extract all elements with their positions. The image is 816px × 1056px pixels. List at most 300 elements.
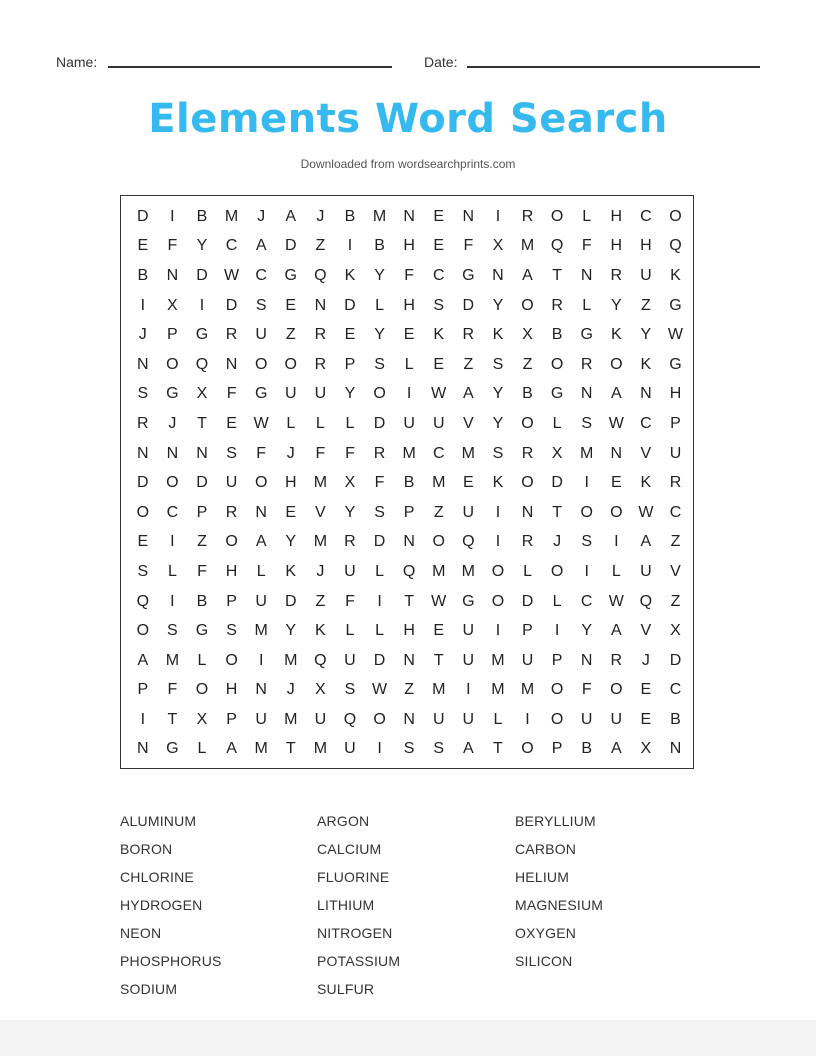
grid-letter: Z (670, 533, 681, 551)
grid-letter: R (521, 444, 534, 462)
grid-letter: W (638, 503, 654, 521)
grid-letter: T (285, 740, 296, 758)
word-list-item: MAGNESIUM (515, 897, 604, 913)
grid-letter: X (551, 444, 563, 462)
grid-letter: E (226, 414, 237, 432)
grid-letter: P (226, 710, 237, 728)
grid-letter: M (461, 562, 475, 580)
grid-letter: R (580, 355, 593, 373)
grid-letter: A (462, 385, 474, 403)
date-line (467, 66, 760, 68)
grid-letter: I (170, 207, 175, 225)
grid-letter: W (253, 414, 269, 432)
grid-letter: Z (641, 296, 651, 314)
grid-letter: G (550, 385, 564, 403)
grid-letter: T (493, 740, 503, 758)
grid-letter: M (520, 237, 535, 255)
grid-letter: K (492, 474, 504, 492)
grid-letter: U (344, 651, 356, 669)
grid-letter: O (254, 474, 268, 492)
grid-letter: L (315, 414, 325, 432)
grid-letter: Y (581, 622, 593, 640)
grid-letter: Y (492, 414, 504, 432)
grid-letter: O (610, 681, 623, 699)
grid-letter: I (525, 710, 530, 728)
grid-letter: I (406, 385, 412, 403)
grid-letter: B (670, 710, 681, 728)
grid-letter: O (491, 592, 505, 610)
grid-letter: P (551, 740, 563, 758)
grid-letter: Z (433, 503, 444, 521)
grid-letter: X (167, 296, 178, 314)
grid-letter: U (669, 444, 682, 462)
grid-letter: C (432, 444, 445, 462)
grid-letter: N (137, 740, 149, 758)
grid-letter: Y (492, 296, 504, 314)
grid-letter: U (284, 385, 297, 403)
grid-letter: N (403, 533, 415, 551)
grid-letter: U (344, 740, 356, 758)
grid-letter: L (582, 296, 592, 314)
grid-letter: S (344, 681, 356, 699)
grid-letter: P (403, 503, 415, 521)
grid-letter: H (640, 237, 652, 255)
grid-letter: H (669, 385, 682, 403)
grid-letter: O (225, 533, 238, 551)
grid-letter: G (166, 740, 179, 758)
grid-letter: E (137, 533, 149, 551)
grid-letter: E (433, 622, 445, 640)
grid-letter: P (344, 355, 356, 373)
grid-letter: U (610, 710, 623, 728)
grid-letter: D (225, 296, 238, 314)
grid-letter: X (640, 740, 652, 758)
grid-letter: O (580, 503, 593, 521)
grid-letter: J (641, 651, 650, 669)
grid-letter: J (168, 414, 177, 432)
grid-letter: I (554, 622, 560, 640)
grid-letter: P (551, 651, 563, 669)
grid-letter: S (374, 355, 385, 373)
grid-letter: D (373, 651, 386, 669)
grid-letter: N (492, 266, 504, 284)
grid-letter: G (195, 622, 209, 640)
grid-letter: Y (374, 326, 385, 344)
grid-letter: A (610, 385, 622, 403)
grid-letter: C (669, 503, 682, 521)
grid-letter: G (284, 266, 297, 284)
grid-letter: U (344, 562, 356, 580)
grid-letter: O (373, 710, 386, 728)
grid-letter: S (137, 562, 149, 580)
grid-letter: U (432, 710, 445, 728)
grid-letter: R (373, 444, 386, 462)
grid-letter: E (344, 326, 356, 344)
grid-letter: S (374, 503, 385, 521)
grid-letter: D (196, 474, 208, 492)
word-list-item: CHLORINE (120, 869, 194, 885)
grid-letter: O (136, 503, 150, 521)
grid-letter: Z (315, 237, 326, 255)
grid-letter: A (137, 651, 149, 669)
grid-letter: N (314, 296, 327, 314)
grid-letter: M (372, 207, 387, 225)
grid-letter: S (433, 296, 445, 314)
grid-letter: A (285, 207, 297, 225)
grid-letter: L (256, 562, 266, 580)
grid-letter: E (640, 710, 652, 728)
grid-letter: Y (285, 622, 297, 640)
grid-letter: O (550, 681, 564, 699)
grid-letter: F (256, 444, 267, 462)
grid-letter: P (226, 592, 237, 610)
grid-letter: O (491, 562, 505, 580)
grid-letter: Q (343, 710, 357, 728)
grid-letter: M (491, 651, 505, 669)
grid-letter: L (552, 414, 562, 432)
grid-letter: N (255, 681, 267, 699)
grid-letter: E (462, 474, 474, 492)
grid-letter: L (404, 355, 414, 373)
grid-letter: P (196, 503, 208, 521)
grid-letter: B (374, 237, 385, 255)
grid-letter: R (225, 326, 238, 344)
source-credit: Downloaded from wordsearchprints.com (300, 157, 516, 171)
grid-letter: D (669, 651, 682, 669)
grid-letter: U (314, 385, 327, 403)
grid-letter: I (377, 740, 382, 758)
word-list-item: CARBON (515, 841, 577, 857)
grid-letter: K (640, 355, 652, 373)
grid-letter: K (433, 326, 445, 344)
grid-letter: G (580, 326, 593, 344)
grid-letter: Y (610, 296, 622, 314)
grid-letter: Q (402, 562, 416, 580)
grid-letter: A (226, 740, 237, 758)
grid-letter: Q (136, 592, 150, 610)
grid-letter: S (137, 385, 149, 403)
grid-letter: R (314, 326, 327, 344)
grid-letter: P (522, 622, 533, 640)
grid-letter: Q (462, 533, 475, 551)
grid-letter: M (432, 562, 446, 580)
word-list-item: NITROGEN (317, 925, 393, 941)
grid-letter: N (669, 740, 682, 758)
grid-letter: D (137, 207, 149, 225)
grid-letter: O (610, 503, 623, 521)
grid-letter: H (225, 681, 238, 699)
grid-letter: I (170, 533, 175, 551)
grid-letter: Y (374, 266, 385, 284)
grid-letter: H (403, 237, 415, 255)
grid-letter: D (137, 474, 149, 492)
grid-letter: T (167, 710, 178, 728)
grid-letter: O (550, 710, 564, 728)
grid-letter: K (610, 326, 622, 344)
word-list-item: PHOSPHORUS (120, 953, 222, 969)
grid-letter: K (344, 266, 356, 284)
grid-letter: R (551, 296, 563, 314)
grid-letter: Q (314, 651, 327, 669)
grid-letter: A (610, 622, 622, 640)
grid-letter: L (523, 562, 532, 580)
grid-letter: U (462, 622, 475, 640)
grid-letter: U (640, 562, 652, 580)
grid-letter: H (403, 296, 415, 314)
word-list-item: OXYGEN (515, 925, 577, 941)
grid-letter: O (225, 651, 238, 669)
grid-letter: O (550, 355, 564, 373)
grid-letter: B (551, 326, 563, 344)
grid-letter: F (345, 592, 355, 610)
grid-letter: M (402, 444, 416, 462)
grid-letter: I (495, 622, 501, 640)
grid-letter: R (344, 533, 356, 551)
grid-letter: Y (344, 503, 356, 521)
grid-letter: M (165, 651, 180, 669)
grid-letter: V (670, 562, 681, 580)
grid-letter: F (167, 237, 178, 255)
grid-letter: V (315, 503, 326, 521)
word-list-item: FLUORINE (317, 869, 390, 885)
grid-letter: J (138, 326, 147, 344)
grid-letter: Z (404, 681, 415, 699)
grid-letter: L (375, 622, 384, 640)
grid-letter: I (170, 592, 175, 610)
grid-letter: F (197, 562, 207, 580)
grid-letter: I (347, 237, 353, 255)
grid-letter: S (255, 296, 267, 314)
grid-letter: X (196, 385, 208, 403)
grid-letter: C (640, 207, 652, 225)
grid-letter: X (196, 710, 208, 728)
grid-letter: A (610, 740, 622, 758)
grid-letter: Y (492, 385, 504, 403)
grid-letter: A (462, 740, 474, 758)
grid-letter: B (196, 207, 208, 225)
grid-letter: B (403, 474, 415, 492)
grid-letter: B (137, 266, 149, 284)
grid-letter: L (345, 414, 355, 432)
grid-letter: O (550, 562, 564, 580)
grid-letter: G (254, 385, 268, 403)
grid-letter: Q (550, 237, 564, 255)
grid-letter: G (669, 355, 682, 373)
grid-letter: X (492, 237, 504, 255)
grid-letter: L (197, 651, 207, 669)
grid-letter: D (284, 592, 297, 610)
grid-letter: A (522, 266, 533, 284)
grid-letter: O (550, 207, 564, 225)
grid-letter: N (403, 207, 415, 225)
grid-letter: S (167, 622, 178, 640)
grid-letter: D (373, 533, 386, 551)
grid-letter: N (255, 503, 267, 521)
grid-letter: A (255, 237, 267, 255)
grid-letter: I (495, 207, 501, 225)
grid-letter: J (257, 207, 266, 225)
grid-letter: N (137, 355, 149, 373)
grid-letter: H (610, 207, 623, 225)
grid-letter: Z (315, 592, 326, 610)
grid-letter: M (284, 651, 298, 669)
grid-letter: W (608, 592, 624, 610)
grid-letter: I (614, 533, 619, 551)
grid-letter: O (521, 740, 534, 758)
grid-letter: N (403, 651, 415, 669)
grid-letter: I (140, 710, 146, 728)
grid-letter: E (137, 237, 149, 255)
grid-letter: O (521, 414, 534, 432)
grid-letter: C (255, 266, 267, 284)
date-label: Date: (424, 54, 458, 70)
grid-letter: I (495, 533, 501, 551)
grid-letter: D (551, 474, 563, 492)
grid-letter: T (404, 592, 415, 610)
grid-letter: E (285, 296, 297, 314)
grid-letter: B (522, 385, 533, 403)
word-list-item: SULFUR (317, 981, 375, 997)
grid-letter: F (167, 681, 178, 699)
grid-letter: X (344, 474, 356, 492)
grid-letter: X (670, 622, 681, 640)
grid-letter: Y (640, 326, 652, 344)
grid-letter: D (196, 266, 208, 284)
grid-letter: C (580, 592, 593, 610)
grid-letter: Y (196, 237, 208, 255)
grid-letter: E (433, 237, 445, 255)
grid-letter: J (286, 444, 295, 462)
grid-letter: M (313, 474, 328, 492)
grid-letter: G (166, 385, 179, 403)
grid-letter: F (374, 474, 385, 492)
grid-letter: F (226, 385, 237, 403)
grid-letter: F (581, 237, 592, 255)
grid-letter: M (580, 444, 594, 462)
grid-letter: Y (285, 533, 297, 551)
grid-letter: S (226, 622, 237, 640)
grid-letter: O (521, 296, 534, 314)
grid-letter: U (462, 651, 475, 669)
grid-letter: O (136, 622, 150, 640)
grid-letter: M (313, 533, 328, 551)
grid-letter: O (166, 474, 179, 492)
page-footer-band (0, 1020, 816, 1056)
grid-letter: N (166, 266, 179, 284)
word-list-item: SODIUM (120, 981, 178, 997)
grid-letter: K (640, 474, 652, 492)
grid-letter: N (403, 710, 415, 728)
grid-letter: L (167, 562, 177, 580)
grid-letter: G (462, 266, 475, 284)
grid-letter: G (195, 326, 209, 344)
grid-letter: O (610, 355, 623, 373)
grid-letter: N (580, 651, 593, 669)
grid-letter: O (284, 355, 297, 373)
grid-letter: X (522, 326, 533, 344)
grid-letter: R (610, 651, 623, 669)
word-list-item: BERYLLIUM (515, 813, 596, 829)
grid-letter: S (433, 740, 445, 758)
grid-letter: S (581, 533, 593, 551)
grid-letter: W (431, 592, 447, 610)
grid-letter: E (433, 355, 445, 373)
grid-letter: K (315, 622, 326, 640)
word-list-item: NEON (120, 925, 162, 941)
grid-letter: N (225, 355, 238, 373)
word-list-item: SILICON (515, 953, 573, 969)
grid-letter: H (284, 474, 297, 492)
grid-letter: D (344, 296, 356, 314)
grid-letter: G (462, 592, 475, 610)
word-list-item: LITHIUM (317, 897, 375, 913)
grid-letter: N (166, 444, 179, 462)
grid-letter: U (521, 651, 534, 669)
grid-letter: U (255, 326, 267, 344)
grid-letter: K (285, 562, 297, 580)
grid-letter: U (314, 710, 327, 728)
letter-grid (120, 195, 694, 769)
grid-letter: E (433, 207, 445, 225)
grid-letter: I (199, 296, 205, 314)
grid-letter: J (553, 533, 562, 551)
grid-letter: C (432, 266, 445, 284)
grid-letter: J (316, 207, 325, 225)
grid-letter: L (197, 740, 207, 758)
name-line (108, 66, 392, 68)
grid-letter: T (433, 651, 444, 669)
grid-letter: M (284, 710, 298, 728)
grid-letter: E (285, 503, 297, 521)
grid-letter: H (610, 237, 623, 255)
grid-letter: Q (314, 266, 327, 284)
grid-letter: U (255, 710, 267, 728)
grid-letter: U (580, 710, 593, 728)
grid-letter: P (167, 326, 178, 344)
grid-letter: N (462, 207, 475, 225)
grid-letter: D (373, 414, 386, 432)
grid-letter: U (462, 710, 475, 728)
grid-letter: F (463, 237, 474, 255)
grid-letter: R (610, 266, 623, 284)
grid-letter: W (224, 266, 240, 284)
grid-letter: Z (670, 592, 681, 610)
grid-letter: A (255, 533, 267, 551)
grid-letter: N (137, 444, 149, 462)
grid-letter: R (314, 355, 327, 373)
grid-letter: O (254, 355, 268, 373)
word-list-item: ARGON (317, 813, 370, 829)
grid-letter: V (640, 622, 652, 640)
grid-letter: T (197, 414, 207, 432)
grid-letter: Y (344, 385, 356, 403)
grid-letter: L (375, 562, 384, 580)
grid-letter: V (640, 444, 652, 462)
grid-letter: N (196, 444, 208, 462)
grid-letter: O (669, 207, 682, 225)
grid-letter: Z (285, 326, 296, 344)
grid-letter: T (552, 266, 562, 284)
grid-letter: G (669, 296, 682, 314)
grid-letter: I (584, 474, 589, 492)
grid-letter: C (166, 503, 179, 521)
grid-letter: I (584, 562, 589, 580)
grid-letter: C (669, 681, 682, 699)
grid-letter: O (432, 533, 445, 551)
grid-letter: J (286, 681, 295, 699)
grid-letter: R (462, 326, 475, 344)
grid-letter: M (313, 740, 328, 758)
